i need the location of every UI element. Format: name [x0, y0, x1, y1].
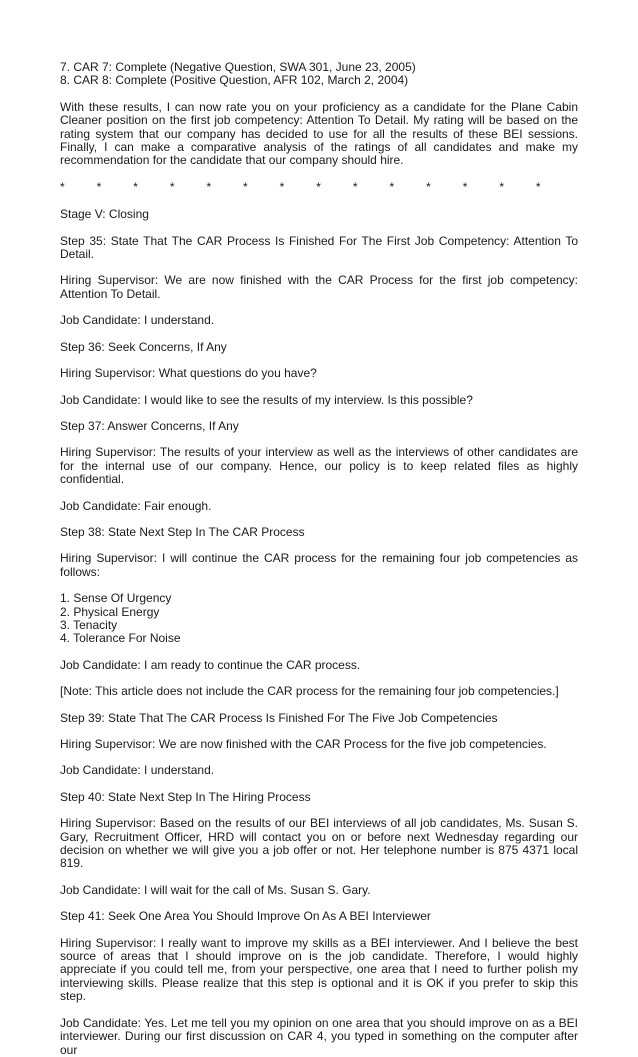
dialogue-paragraph: Job Candidate: I am ready to continue the CAR process. [60, 657, 361, 672]
step-heading: Step 35: State That The CAR Process Is Finished For The First Job Competency: Attention To Detail. [60, 233, 578, 262]
separator-star: * [462, 179, 468, 194]
separator-star: * [279, 179, 285, 194]
dialogue-paragraph: Hiring Supervisor: We are now finished with the CAR Process for the first job competency: Attention To Detail. [60, 273, 578, 301]
separator-star: * [133, 179, 138, 194]
separator-star: * [169, 179, 175, 194]
car-status-list [60, 61, 578, 88]
competency-item: 3. Tenacity [60, 617, 118, 632]
dialogue-paragraph: Hiring Supervisor: I really want to improve my skills as a BEI interviewer. And I believe the best source of areas that I should improve on is the job candidate. Therefore, I would highly appreciate if you could tell me, from your perspective, one area that I need to further polish my interviewing skills. Please realize that this step is optional and it is OK if you prefer to skip this step. [60, 935, 578, 1004]
car-status-item: 8. CAR 8: Complete (Positive Question, AFR 102, March 2, 2004) [60, 73, 409, 88]
car-status-item: 7. CAR 7: Complete (Negative Question, SWA 301, June 23, 2005) [60, 60, 416, 74]
step-heading: Step 40: State Next Step In The Hiring Process [60, 789, 311, 804]
competency-item: 4. Tolerance For Noise [60, 631, 181, 646]
separator-star: * [316, 179, 321, 194]
step-heading: Step 39: State That The CAR Process Is Finished For The Five Job Competencies [60, 710, 498, 725]
competency-item: 2. Physical Energy [60, 604, 160, 619]
dialogue-paragraph: Hiring Supervisor: I will continue the CAR process for the remaining four job competencies as follows: [60, 551, 578, 579]
dialogue-paragraph: Job Candidate: I understand. [60, 313, 215, 328]
dialogue-paragraph: Hiring Supervisor: Based on the results of our BEI interviews of all job candidates, Ms. Susan S. Gary, Recruitment Officer, HRD will contact you on or before next Wednesday regarding our decision on whether we will give you a job offer or not. Her telephone number is 875 4371 local 819. [60, 816, 578, 871]
step-heading: Step 36: Seek Concerns, If Any [60, 339, 227, 354]
separator-star: * [60, 179, 65, 194]
separator-star: * [389, 179, 395, 194]
intro-paragraph: With these results, I can now rate you on your proficiency as a candidate for the Plane Cabin Cleaner position on the first job competency: Attention To Detail. My rating will be based on the rating system that our company has decided to use for all the results of these BEI sessions. Finally, I can make a comparative analysis of the ratings of all candidates and make my recommendation for the candidate that our company should hire. [60, 99, 578, 168]
step-heading: Step 41: Seek One Area You Should Improve On As A BEI Interviewer [60, 909, 431, 924]
competency-item: 1. Sense Of Urgency [60, 591, 172, 606]
dialogue-paragraph: Job Candidate: Yes. Let me tell you my opinion on one area that you should improve on as a BEI interviewer. During our first discussion on CAR 4, you typed in something on the computer after our [60, 1015, 578, 1057]
separator-star: * [352, 179, 358, 194]
dialogue-paragraph: Hiring Supervisor: What questions do you have? [60, 366, 317, 381]
dialogue-paragraph: Hiring Supervisor: We are now finished with the CAR Process for the five job competencies. [60, 737, 547, 751]
note-paragraph: [Note: This article does not include the CAR process for the remaining four job competencies.] [60, 684, 559, 699]
separator-star: * [243, 179, 248, 194]
separator-star: * [426, 179, 431, 194]
step-heading: Step 38: State Next Step In The CAR Process [60, 524, 305, 539]
dialogue-paragraph: Job Candidate: Fair enough. [60, 498, 212, 513]
separator-star: * [535, 179, 541, 194]
document-page [60, 61, 578, 1057]
stage-heading: Stage V: Closing [60, 207, 149, 222]
dialogue-paragraph: Hiring Supervisor: The results of your interview as well as the interviews of other candidates are for the internal use of our company. Hence, our policy is to keep related files as highly confidential. [60, 445, 578, 487]
dialogue-paragraph: Job Candidate: I would like to see the results of my interview. Is this possible? [60, 392, 473, 407]
section-separator [60, 181, 542, 194]
dialogue-paragraph: Job Candidate: I will wait for the call of Ms. Susan S. Gary. [60, 882, 371, 897]
separator-star: * [206, 179, 212, 194]
dialogue-paragraph: Job Candidate: I understand. [60, 763, 215, 778]
competency-list [60, 592, 578, 646]
step-heading: Step 37: Answer Concerns, If Any [60, 418, 239, 433]
separator-star: * [96, 179, 102, 194]
separator-star: * [499, 179, 504, 194]
